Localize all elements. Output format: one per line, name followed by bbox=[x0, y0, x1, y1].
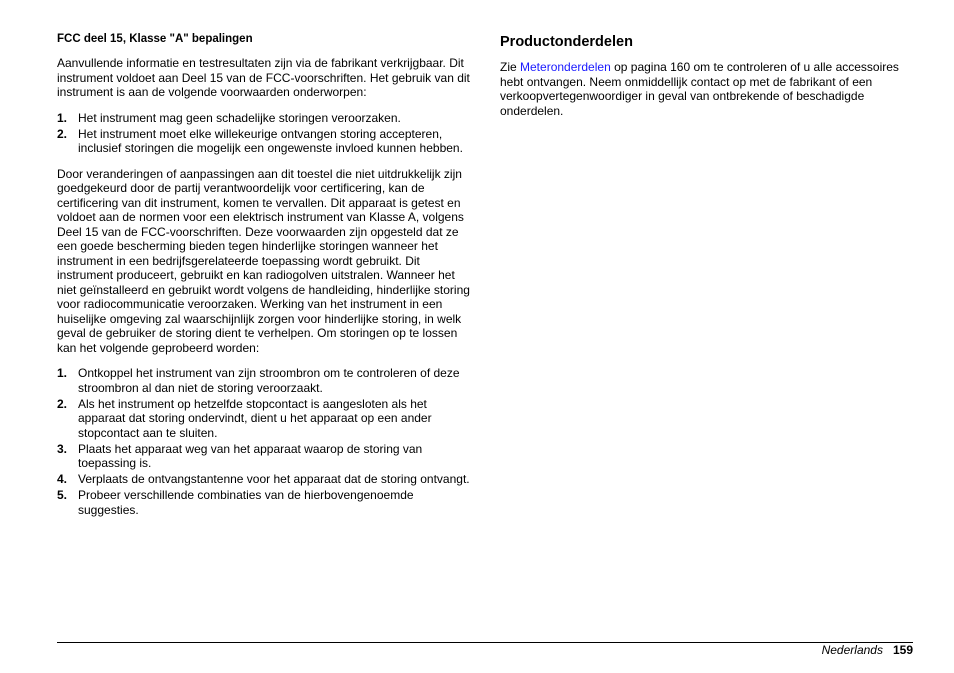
meter-parts-link[interactable]: Meteronderdelen bbox=[520, 60, 611, 74]
list-text: Het instrument mag geen schadelijke storingen veroorzaken. bbox=[78, 110, 401, 125]
list-text: Het instrument moet elke willekeurige ontvangen storing accepteren, inclusief storingen die mogelijk een ongewenste invloed kunnen hebben. bbox=[78, 126, 463, 155]
paragraph-text-end: op pagina 160 om te controleren of u alle accessoires hebt ontvangen. Neem onmiddellijk contact op met de fabrikant of een verkoopvertegenwoordiger in geval van ontbrekende of beschadigde onderdelen. bbox=[500, 60, 899, 118]
list-item bbox=[57, 111, 475, 126]
fcc-conditions-list bbox=[57, 111, 475, 156]
list-number: 2. bbox=[57, 396, 68, 411]
list-number: 2. bbox=[57, 126, 68, 141]
list-item bbox=[57, 127, 475, 156]
product-parts-paragraph bbox=[500, 60, 910, 118]
paragraph-text-start: Zie bbox=[500, 60, 521, 74]
fcc-intro-paragraph: Aanvullende informatie en testresultaten zijn via de fabrikant verkrijgbaar. Dit instrument voldoet aan Deel 15 van de FCC-voorschriften. Het gebruik van dit instrument is aan de volgende voorwaarden onderworpen: bbox=[57, 56, 470, 99]
list-text: Ontkoppel het instrument van zijn stroombron om te controleren of deze stroombron al dan niet de storing veroorzaakt. bbox=[78, 366, 460, 395]
left-column bbox=[57, 32, 475, 528]
list-item bbox=[57, 397, 475, 441]
list-item bbox=[57, 472, 475, 487]
fcc-body-paragraph: Door veranderingen of aanpassingen aan dit toestel die niet uitdrukkelijk zijn goedgekeurd door de partij verantwoordelijk voor certificering, kan de certificering van dit instrument, komen te vervallen. Dit apparaat is getest en voldoet aan de normen voor een elektrisch instrument van Klasse A, volgens Deel 15 van de FCC-voorschriften. Deze voorwaarden zijn opgesteld dat ze een goede bescherming bieden tegen hinderlijke storingen wanneer het instrument in een bedrijfsgerelateerde toepassing wordt gebruikt. Dit instrument produceert, gebruikt en kan radiogolven uitstralen. Wanneer het niet geïnstalleerd en gebruikt wordt volgens de handleiding, hinderlijke storing voor radiocommunicatie veroorzaken. Werking van het instrument in een huiselijke omgeving zal waarschijnlijk zorgen voor hinderlijke storing, in welk geval de gebruiker de storing dient te verhelpen. Om storingen op te lossen kan het volgende geprobeerd worden: bbox=[57, 166, 470, 355]
interference-steps-list bbox=[57, 366, 475, 517]
list-text: Plaats het apparaat weg van het apparaat waarop de storing van toepassing is. bbox=[78, 441, 423, 470]
fcc-heading: FCC deel 15, Klasse "A" bepalingen bbox=[57, 33, 253, 45]
footer-language: Nederlands bbox=[821, 643, 883, 657]
list-text: Probeer verschillende combinaties van de hierbovengenoemde suggesties. bbox=[78, 488, 414, 517]
list-text: Verplaats de ontvangstantenne voor het apparaat dat de storing ontvangt. bbox=[78, 472, 470, 486]
list-number: 1. bbox=[57, 110, 68, 125]
product-parts-heading: Productonderdelen bbox=[500, 34, 633, 50]
list-item bbox=[57, 442, 475, 471]
footer-divider bbox=[57, 642, 913, 643]
list-item bbox=[57, 488, 475, 517]
list-number: 3. bbox=[57, 441, 68, 456]
page-number: 159 bbox=[892, 643, 913, 657]
list-item bbox=[57, 366, 475, 395]
list-number: 5. bbox=[57, 488, 68, 502]
list-text: Als het instrument op hetzelfde stopcontact is aangesloten als het apparaat dat storing ondervindt, dient u het apparaat op een ander stopcontact aan te sluiten. bbox=[78, 396, 432, 440]
list-number: 1. bbox=[57, 366, 68, 380]
page-footer bbox=[822, 643, 913, 657]
right-column bbox=[500, 32, 910, 129]
list-number: 4. bbox=[57, 472, 68, 486]
